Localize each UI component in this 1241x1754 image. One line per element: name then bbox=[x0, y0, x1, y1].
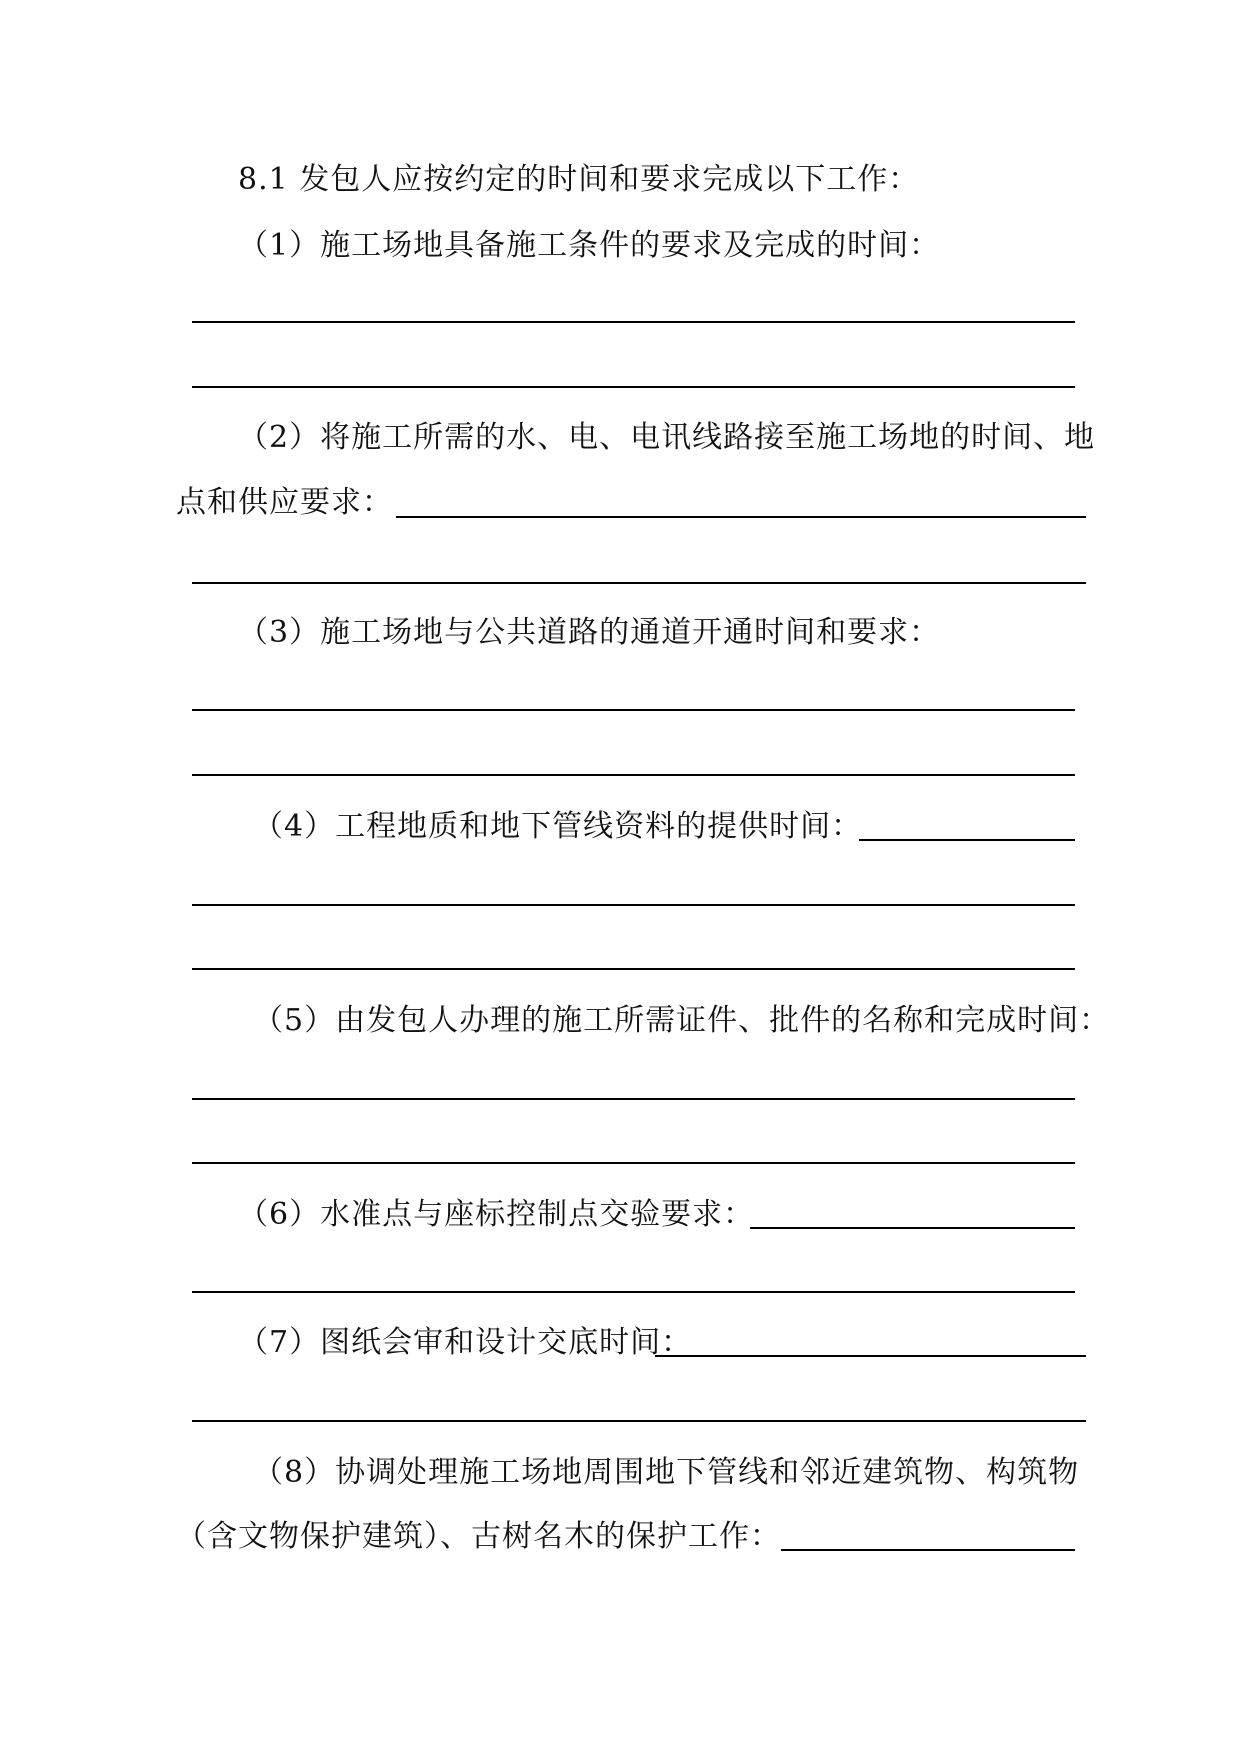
item-1-text: （1）施工场地具备施工条件的要求及完成的时间： bbox=[238, 228, 941, 263]
item-8-blank-inline[interactable] bbox=[781, 1549, 1075, 1551]
item-8-text-line-2: （含文物保护建筑）、古树名木的保护工作： bbox=[176, 1519, 781, 1554]
item-6-blank-1[interactable] bbox=[192, 1291, 1075, 1293]
item-3-text: （3）施工场地与公共道路的通道开通时间和要求： bbox=[238, 615, 941, 650]
item-7-text: （7）图纸会审和设计交底时间： bbox=[238, 1325, 693, 1360]
item-5-text: （5）由发包人办理的施工所需证件、批件的名称和完成时间： bbox=[253, 1003, 1111, 1038]
item-2-blank-inline[interactable] bbox=[396, 516, 1086, 518]
item-1-blank-1[interactable] bbox=[192, 321, 1075, 323]
item-4-blank-2[interactable] bbox=[192, 968, 1075, 970]
item-7-blank-1[interactable] bbox=[192, 1420, 1086, 1422]
item-6-blank-inline[interactable] bbox=[750, 1227, 1075, 1229]
item-4-text: （4）工程地质和地下管线资料的提供时间： bbox=[253, 809, 863, 844]
item-2-text-line-1: （2）将施工所需的水、电、电讯线路接至施工场地的时间、地 bbox=[238, 420, 1096, 455]
item-7-blank-inline[interactable] bbox=[655, 1355, 1086, 1357]
item-3-blank-2[interactable] bbox=[192, 774, 1075, 776]
item-6-text: （6）水准点与座标控制点交验要求： bbox=[238, 1197, 755, 1232]
item-5-blank-2[interactable] bbox=[192, 1162, 1075, 1164]
item-4-blank-inline[interactable] bbox=[859, 839, 1075, 841]
item-8-text-line-1: （8）协调处理施工场地周围地下管线和邻近建筑物、构筑物 bbox=[253, 1455, 1080, 1490]
item-5-blank-1[interactable] bbox=[192, 1098, 1075, 1100]
item-2-blank-1[interactable] bbox=[192, 582, 1086, 584]
item-4-blank-1[interactable] bbox=[192, 904, 1075, 906]
section-heading: 8.1 发包人应按约定的时间和要求完成以下工作： bbox=[238, 162, 920, 197]
item-1-blank-2[interactable] bbox=[192, 386, 1075, 388]
item-3-blank-1[interactable] bbox=[192, 709, 1075, 711]
item-2-text-line-2: 点和供应要求： bbox=[176, 485, 393, 520]
